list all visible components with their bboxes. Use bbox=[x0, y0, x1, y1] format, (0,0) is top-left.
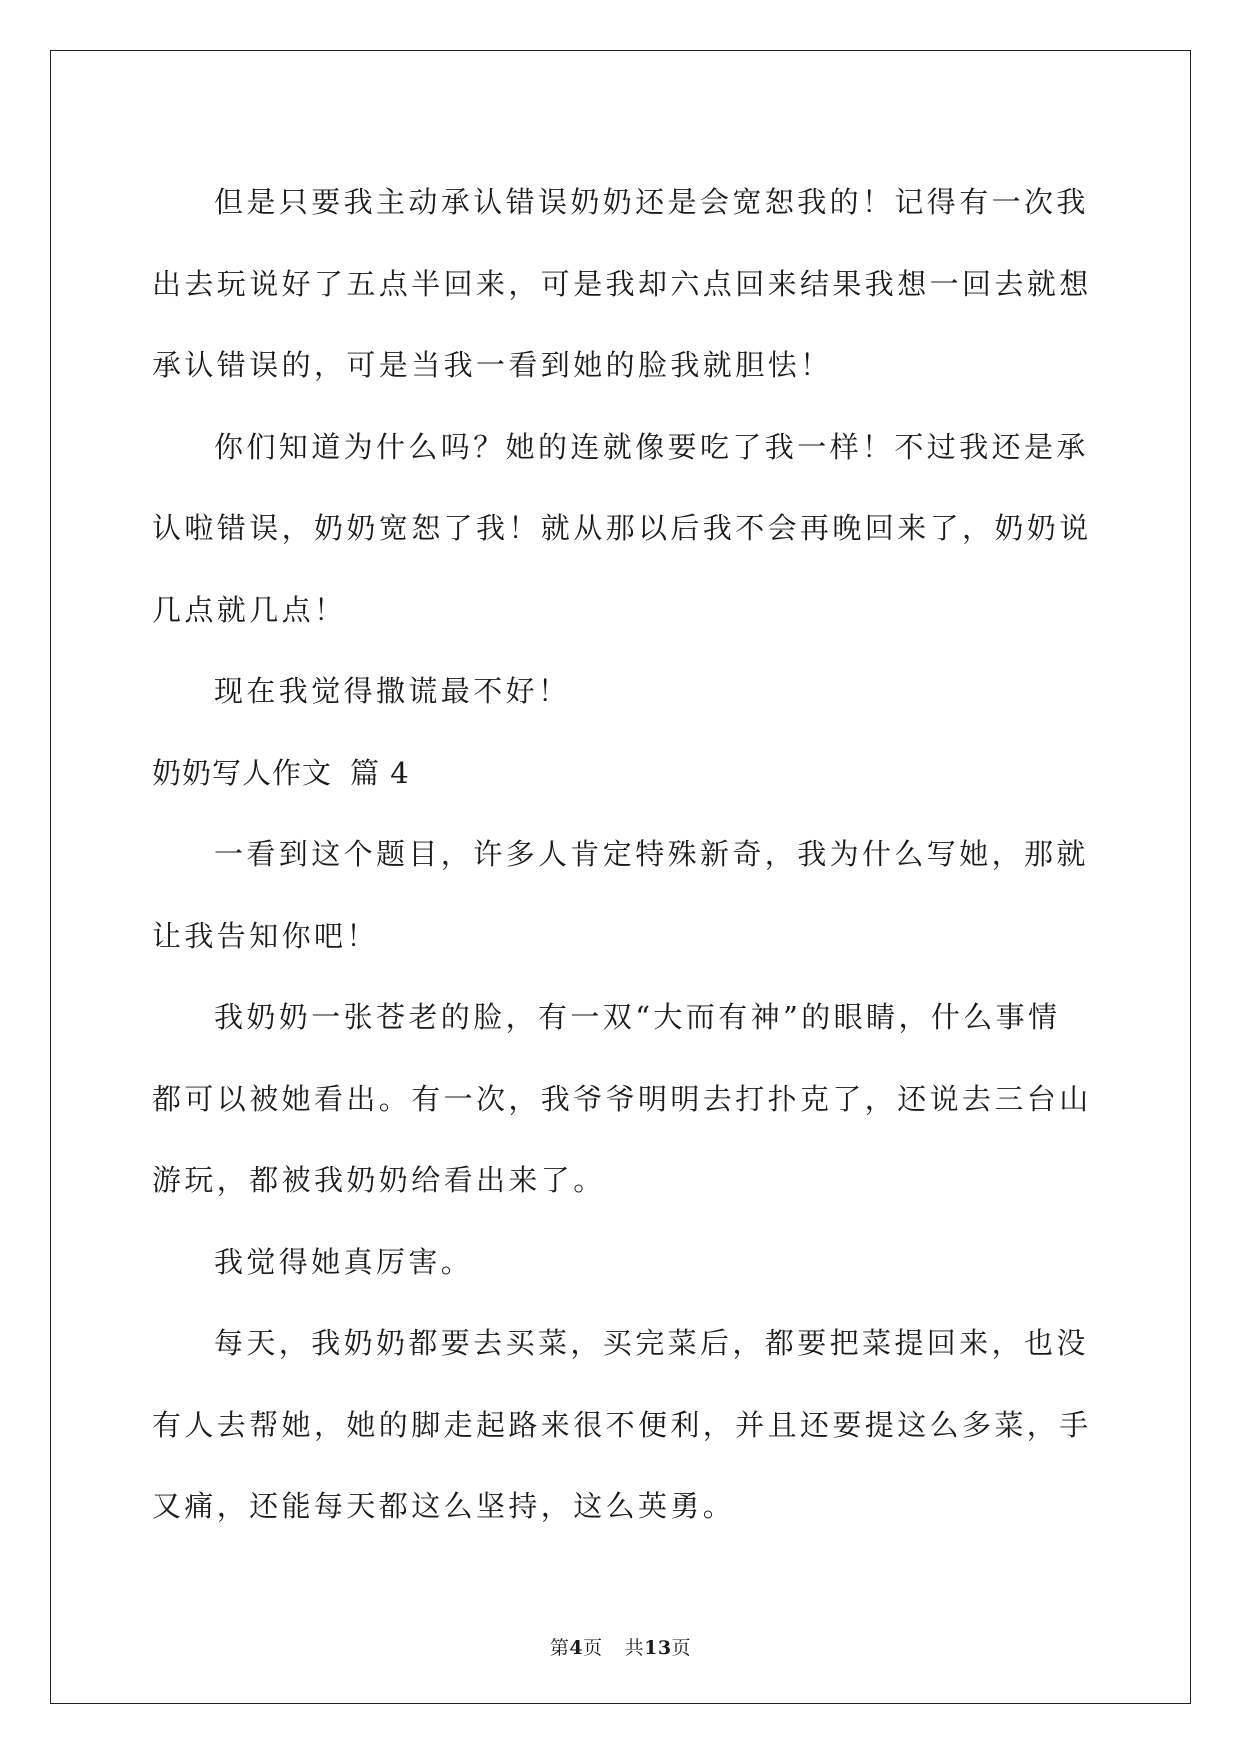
page-footer bbox=[0, 1633, 1241, 1660]
total-pages: 13 bbox=[644, 1637, 672, 1659]
document-body bbox=[152, 162, 1092, 1548]
paragraph: 每天，我奶奶都要去买菜，买完菜后，都要把菜提回来，也没有人去帮她，她的脚走起路来很不便利，并且还要提这么多菜，手又痛，还能每天都这么坚持，这么英勇。 bbox=[152, 1326, 1092, 1523]
paragraph: 但是只要我主动承认错误奶奶还是会宽恕我的！记得有一次我出去玩说好了五点半回来，可是我却六点回来结果我想一回去就想承认错误的，可是当我一看到她的脸我就胆怯！ bbox=[152, 185, 1092, 382]
paragraph: 现在我觉得撒谎最不好！ bbox=[214, 674, 571, 708]
paragraph: 你们知道为什么吗？她的连就像要吃了我一样！不过我还是承认啦错误，奶奶宽恕了我！就从那以后我不会再晚回来了，奶奶说几点就几点！ bbox=[152, 429, 1092, 627]
page-suffix: 页 bbox=[583, 1637, 603, 1659]
total-suffix: 页 bbox=[671, 1637, 692, 1659]
total-prefix: 共 bbox=[624, 1637, 645, 1659]
page-number: 4 bbox=[569, 1637, 584, 1659]
paragraph: 一看到这个题目，许多人肯定特殊新奇，我为什么写她，那就让我告知你吧！ bbox=[152, 837, 1089, 953]
page-prefix: 第 bbox=[549, 1637, 570, 1659]
section-heading-label: 篇 4 bbox=[350, 755, 410, 790]
paragraph: 我觉得她真厉害。 bbox=[214, 1244, 474, 1279]
section-heading-title: 奶奶写人作文 bbox=[152, 755, 333, 790]
paragraph: 我奶奶一张苍老的脸，有一双“大而有神”的眼睛，什么事情都可以被她看出。有一次，我爷爷明明去打扑克了，还说去三台山游玩，都被我奶奶给看出来了。 bbox=[152, 1000, 1092, 1197]
section-heading bbox=[152, 733, 1092, 815]
